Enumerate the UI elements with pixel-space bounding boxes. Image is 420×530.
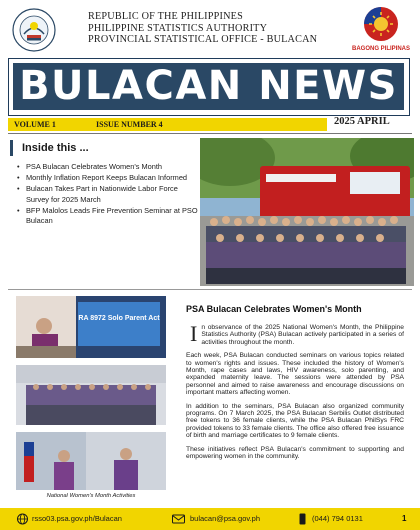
photo-seminar-audience xyxy=(16,365,166,425)
inside-title: Inside this ... xyxy=(22,142,89,154)
inside-item[interactable]: • PSA Bulacan Celebrates Women's Month xyxy=(26,162,202,172)
footer-email[interactable]: bulacan@psa.gov.ph xyxy=(190,514,261,523)
inside-accent-bar xyxy=(10,140,13,156)
cover-group-photo xyxy=(200,138,414,286)
article-paragraph: In addition to the seminars, PSA Bulacan also organized community programs. On 7 March 2025, the PSA Bulacan Serbilis Outlet distributed free tokens to 36 female clients, while the PSA Bulacan PhilSys FRC provided tokens to 33 female clients. The office also offered free issuance of birth and marriage certificates to 9 female clients. xyxy=(186,402,404,440)
article-paragraph: These initiatives reflect PSA Bulacan's commitment to supporting and empowering women in the community. xyxy=(186,445,404,461)
article-title: PSA Bulacan Celebrates Women's Month xyxy=(186,304,362,314)
header xyxy=(0,0,420,56)
header-line-psa: PHILIPPINE STATISTICS AUTHORITY xyxy=(88,22,268,34)
photo-caption: National Women's Month Activities xyxy=(46,493,136,499)
inside-item[interactable]: • Monthly Inflation Report Keeps Bulacan Informed xyxy=(26,173,202,183)
article-paragraph xyxy=(186,321,404,346)
issue-bar xyxy=(8,118,327,131)
drop-cap: I xyxy=(190,321,198,346)
volume-label: VOLUME 1 xyxy=(14,120,56,129)
issue-date: 2025 APRIL xyxy=(334,116,390,127)
phone-icon xyxy=(296,513,309,525)
header-line-office: PROVINCIAL STATISTICAL OFFICE - BULACAN xyxy=(88,34,318,45)
footer-phone[interactable]: (044) 794 0131 xyxy=(312,514,363,523)
footer xyxy=(0,508,420,530)
footer-website[interactable]: rsso03.psa.gov.ph/Bulacan xyxy=(32,514,122,523)
photo-token-distribution xyxy=(16,432,166,490)
masthead-title: BULACAN NEWS xyxy=(13,63,404,110)
article-paragraph-1-text: n observance of the 2025 National Women's Month, the Philippine Statistics Authority (PSA) Bulacan actively participated in a series of activities throughout the month. xyxy=(201,324,404,346)
psa-logo xyxy=(12,8,56,52)
slide-title: RA 8972 Solo Parent Act xyxy=(78,315,160,322)
bagong-pilipinas-label: BAGONG PILIPINAS xyxy=(352,46,410,52)
masthead-frame xyxy=(8,58,410,116)
article-body xyxy=(186,321,404,467)
header-text xyxy=(88,11,317,46)
header-line-republic: REPUBLIC OF THE PHILIPPINES xyxy=(88,11,243,22)
article-paragraph: Each week, PSA Bulacan conducted seminars on various topics related to women's rights and issues. These included the history of Women's Month, rape cases and laws, HIV awareness, solo parenting, and expanded maternity leave. The sessions were attended by PSA personnel and aimed to raise awareness and encourage discussions on important matters affecting women. xyxy=(186,352,404,397)
inside-item[interactable]: • BFP Malolos Leads Fire Prevention Seminar at PSO Bulacan xyxy=(26,206,202,226)
issue-number-label: ISSUE NUMBER 4 xyxy=(96,120,163,129)
globe-icon xyxy=(16,513,29,525)
photo-solo-parent-seminar xyxy=(16,296,166,358)
email-icon xyxy=(172,513,185,525)
inside-item[interactable]: • Bulacan Takes Part in Nationwide Labor Force Survey for 2025 March xyxy=(26,184,202,204)
divider xyxy=(8,133,412,134)
page-number: 1 xyxy=(402,514,407,523)
bagong-pilipinas-logo xyxy=(352,4,410,54)
divider xyxy=(8,289,412,290)
people-group xyxy=(206,216,406,284)
inside-list xyxy=(16,162,202,227)
inside-this-issue xyxy=(10,138,196,286)
